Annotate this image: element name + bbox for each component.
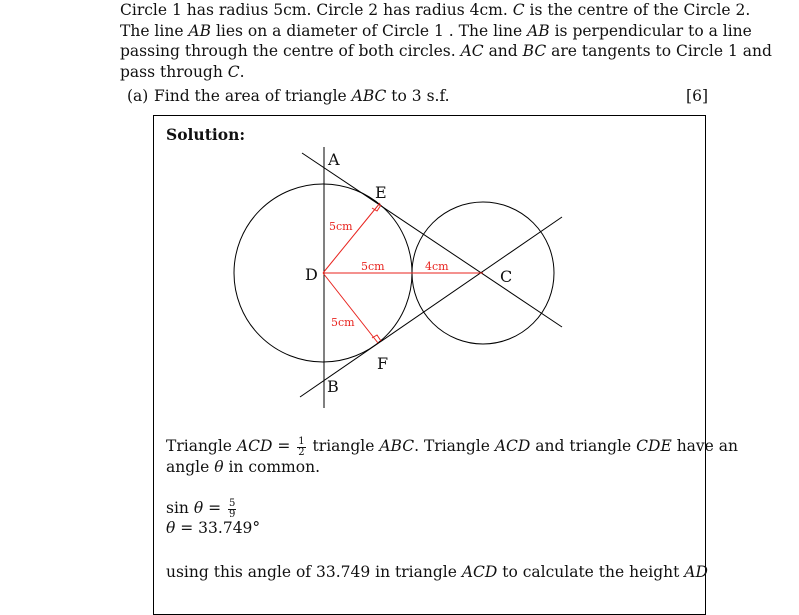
question-marks: [6] [686, 87, 708, 105]
problem-line-1: Circle 1 has radius 5cm. Circle 2 has radius 4cm. C is the centre of the Circle 2. [120, 1, 751, 19]
tangent-ac [302, 153, 562, 327]
solution-heading: Solution: [166, 125, 246, 144]
fraction-half: $\frac{1}{2}$ [298, 435, 305, 458]
point-a-label: A [328, 150, 340, 169]
solution-paragraph-1: Triangle ACD = $\frac{1}{2}$ triangle ABC. Triangle ACD and triangle CDE have an [166, 435, 738, 458]
point-d-label: D [305, 265, 318, 284]
radius-df [323, 273, 378, 343]
question-label: (a) [127, 87, 149, 105]
radius-label-df: 5cm [331, 316, 355, 329]
fraction-five-ninths: $\frac{5}{9}$ [229, 497, 236, 520]
radius-label-de: 5cm [329, 220, 353, 233]
diagram-black-lines [234, 147, 562, 408]
point-b-label: B [327, 377, 339, 396]
question-text: Find the area of triangle ABC to 3 s.f. [154, 87, 450, 105]
problem-line-3: passing through the centre of both circles. AC and BC are tangents to Circle 1 and [120, 42, 772, 60]
problem-line-4: pass through C. [120, 62, 245, 81]
point-c-label: C [500, 267, 513, 286]
sin-equation: sin θ = $\frac{5}{9}$ [166, 497, 236, 520]
solution-paragraph-3: using this angle of 33.749 in triangle ACD to calculate the height AD [166, 563, 708, 581]
point-e-label: E [375, 183, 387, 202]
theta-value: θ = 33.749° [166, 519, 261, 537]
tangent-bc [300, 217, 562, 397]
radius-label-dg: 5cm [361, 260, 385, 273]
right-angle-f [372, 335, 381, 341]
problem-line-2: The line AB lies on a diameter of Circle 1 . The line AB is perpendicular to a line [120, 21, 752, 40]
radius-label-gc: 4cm [425, 260, 449, 273]
point-f-label: F [377, 354, 389, 373]
solution-paragraph-1-line-2: angle θ in common. [166, 458, 320, 476]
